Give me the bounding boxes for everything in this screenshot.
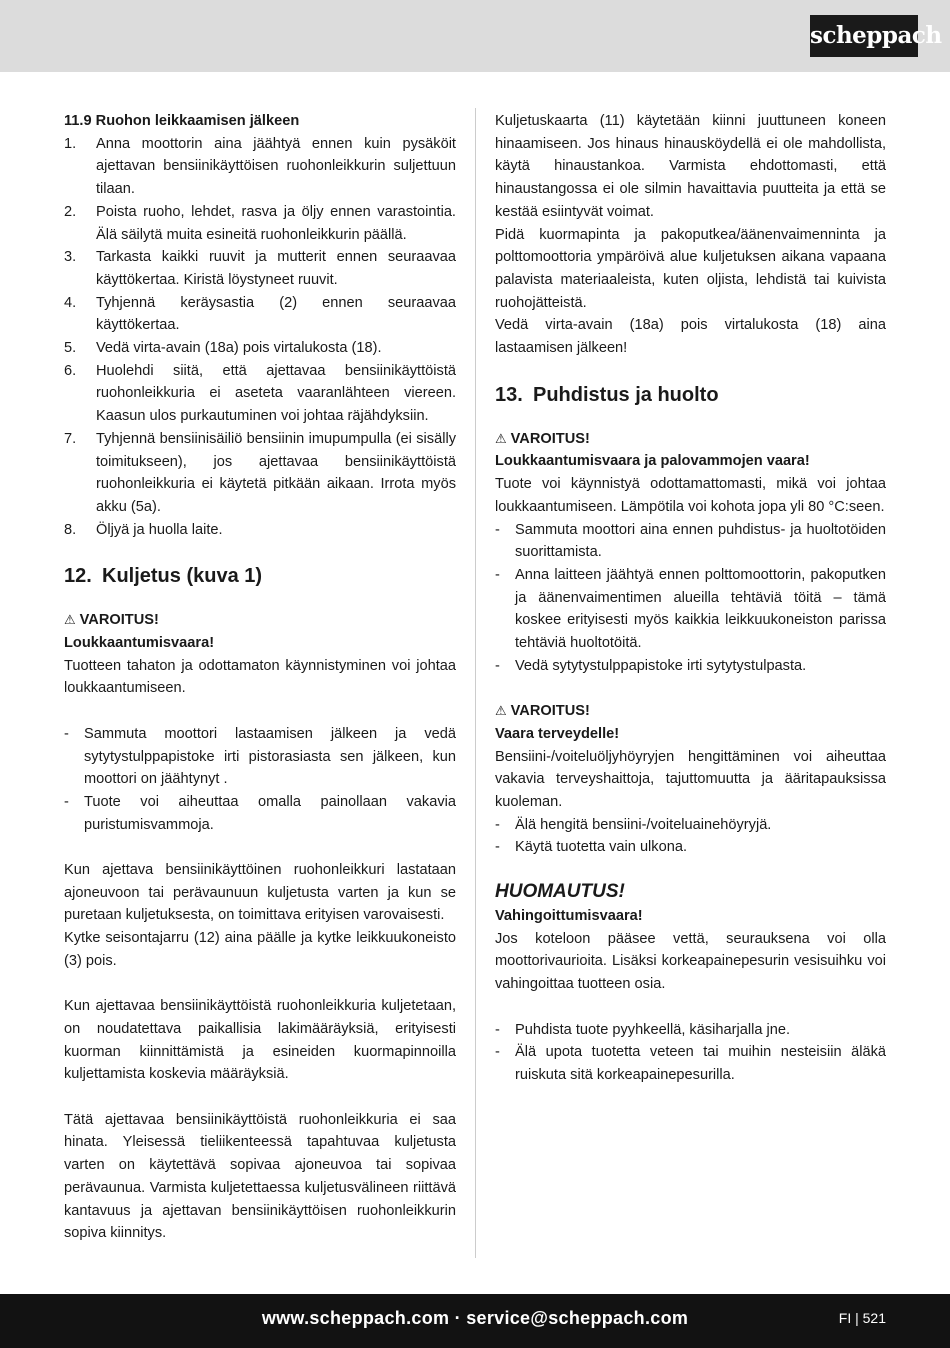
list-item: 7. Tyhjennä bensiinisäiliö bensiinin imupumpulla (ei sisälly toimitukseen), jos ajettavaa bensiinikäyttöistä ruohonleikkuria ei käytetä pitkään aikaan. Irrota myös akku (5a).: [64, 430, 456, 515]
list-item: - Puhdista tuote pyyhkeellä, käsiharjalla jne.: [495, 1021, 791, 1038]
list-item: 3. Tarkasta kaikki ruuvit ja mutterit ennen seuraavaa käyttökertaa. Kiristä löystyneet ruuvit.: [64, 249, 456, 288]
list-item: 6. Huolehdi siitä, että ajettavaa bensiinikäyttöistä ruohonleikkuria ei aseteta vaaranlähteen viereen. Kaasun ulos purkautuminen voi johtaa räjähdyksiin.: [64, 362, 456, 425]
notice-subtitle: Vahingoittumisvaara!: [495, 908, 643, 925]
list-item: - Älä upota tuotetta veteen tai muihin nesteisiin äläkä ruiskuta sitä korkeapainepesurilla.: [495, 1044, 886, 1083]
cleaning-dash-list: [495, 519, 886, 678]
left-column: [64, 110, 456, 1245]
list-item: - Käytä tuotetta vain ulkona.: [495, 839, 687, 856]
footer-website: www.scheppach.com · service@scheppach.com: [261, 1308, 689, 1328]
list-item: 5. Vedä virta-avain (18a) pois virtalukosta (18).: [64, 340, 382, 357]
section-12-heading: 12. Kuljetus (kuva 1): [64, 565, 263, 588]
warning-heading: ⚠ VAROITUS!: [495, 430, 590, 447]
section-13-heading: 13. Puhdistus ja huolto: [495, 383, 719, 406]
after-mowing-list: [64, 133, 456, 542]
warning-subtitle: Vaara terveydelle!: [495, 725, 620, 742]
page-footer: [0, 1294, 950, 1348]
paragraph: Vedä virta-avain (18a) pois virtalukosta (18) aina lastaamisen jälkeen!: [495, 317, 886, 357]
paragraph: Kytke seisontajarru (12) aina päälle ja kytke leikkuukoneisto (3) pois.: [64, 930, 456, 969]
list-item: - Anna laitteen jäähtyä ennen polttomoottorin, pakoputken ja äänenvaimentimen alueilla tehtäviä töitä – tämä koskee erityisesti myös kaikkia leikkuukoneiston parissa tehtäviä huoltotöitä.: [495, 566, 886, 652]
warning-heading: ⚠ VAROITUS!: [495, 703, 590, 720]
list-item: 2. Poista ruoho, lehdet, rasva ja öljy ennen varastointia. Älä säilytä muita esineitä ruohonleikkurin päällä.: [64, 203, 456, 243]
list-item: 1. Anna moottorin aina jäähtyä ennen kuin pysäköit ajettavan bensiinikäyttöisen ruohonleikkurin suljettuun tilaan.: [64, 135, 456, 198]
notice-dash-list: [495, 1019, 886, 1087]
paragraph: Tätä ajettavaa bensiinikäyttöistä ruohonleikkuria ei saa hinata. Yleisessä tieliikenteessä tapahtuvaa kuljetusta varten on käytettävä sopivaa ajoneuvoa tai sopivaa perävaunua. Varmista kuljetettaessa kuljetusvälineen riittävä kantavuus ja ajettavan bensiinikäyttöisen ruohonleikkurin sopiva kiinnitys.: [64, 1111, 456, 1242]
page-header: [0, 0, 950, 72]
paragraph: Pidä kuormapinta ja pakoputkea/äänenvaimenninta ja polttomoottoria ympäröivä alue kuljetuksen aikana vapaana palavista materiaaleista, kuten oljista, lehdistä tai kuivista ruohojätteistä.: [495, 226, 886, 311]
paragraph: Kun ajettavaa bensiinikäyttöistä ruohonleikkuria kuljetetaan, on noudatettava paikallisia lakimääräyksiä, erityisesti kuorman kiinnittämistä ja esineiden kuormapinnoilla kuljettamista koskevia määräyksiä.: [64, 998, 456, 1083]
transport-dash-list: [64, 723, 456, 837]
list-item: - Vedä sytytystulppapistoke irti sytytystulpasta.: [495, 657, 807, 674]
list-item: - Sammuta moottori lastaamisen jälkeen ja vedä sytytystulppapistoke irti pistorasiasta sen jälkeen, kun moottori on jäähtynyt .: [64, 725, 456, 788]
page-number: FI | 521: [838, 1310, 886, 1326]
paragraph: Kuljetuskaarta (11) käytetään kiinni juuttuneen koneen hinaamiseen. Jos hinaus hinausköydellä ei ole mahdollista, käytä hinaustankoa. Varmista ehdottomasti, että hinaustangossa ei ole silmin havaittavia puutteita ja että se kestää esiintyvät voimat.: [495, 113, 886, 220]
column-divider: [475, 108, 476, 1258]
warning-triangle-icon: ⚠: [64, 612, 76, 628]
warning-heading: ⚠ VAROITUS!: [64, 612, 159, 629]
warning-text: Tuotteen tahaton ja odottamaton käynnistyminen voi johtaa loukkaantumiseen.: [64, 657, 456, 697]
warning-subtitle: Loukkaantumisvaara ja palovammojen vaara!: [495, 453, 810, 470]
warning-text: Bensiini-/voiteluöljyhöyryjen hengittäminen voi aiheuttaa vakavia terveyshaittoja, tajuttomuutta ja ääritapauksissa kuoleman.: [495, 748, 886, 810]
warning-triangle-icon: ⚠: [495, 430, 507, 446]
right-column: [495, 110, 886, 1087]
health-dash-list: [495, 814, 886, 859]
warning-text: Tuote voi käynnistyä odottamattomasti, mikä voi johtaa loukkaantumiseen. Lämpötila voi kohota jopa yli 80 °C:seen.: [495, 476, 886, 515]
brand-logo: scheppach: [810, 15, 918, 57]
paragraph: Kun ajettava bensiinikäyttöinen ruohonleikkuri lastataan ajoneuvoon tai perävaunuun kuljetusta varten ja kun se puretaan kuljetuksesta, on toimittava erityisen varovaisesti.: [64, 862, 456, 924]
list-item: 4. Tyhjennä keräysastia (2) ennen seuraavaa käyttökertaa.: [64, 294, 456, 334]
list-item: - Tuote voi aiheuttaa omalla painollaan vakavia puristumisvammoja.: [64, 793, 456, 833]
notice-text: Jos koteloon pääsee vettä, seurauksena voi olla moottorivaurioita. Lisäksi korkeapainepesurin vesisuihku voi vahingoittaa tuotteen osia.: [495, 930, 886, 993]
notice-heading: HUOMAUTUS!: [495, 881, 625, 903]
warning-triangle-icon: ⚠: [495, 703, 507, 719]
list-item: - Sammuta moottori aina ennen puhdistus- ja huoltotöiden suorittamista.: [495, 521, 886, 561]
section-11-9-title: 11.9 Ruohon leikkaamisen jälkeen: [64, 113, 300, 129]
list-item: 8. Öljyä ja huolla laite.: [64, 521, 223, 538]
list-item: - Älä hengitä bensiini-/voiteluainehöyryjä.: [495, 816, 772, 833]
warning-subtitle: Loukkaantumisvaara!: [64, 635, 215, 652]
